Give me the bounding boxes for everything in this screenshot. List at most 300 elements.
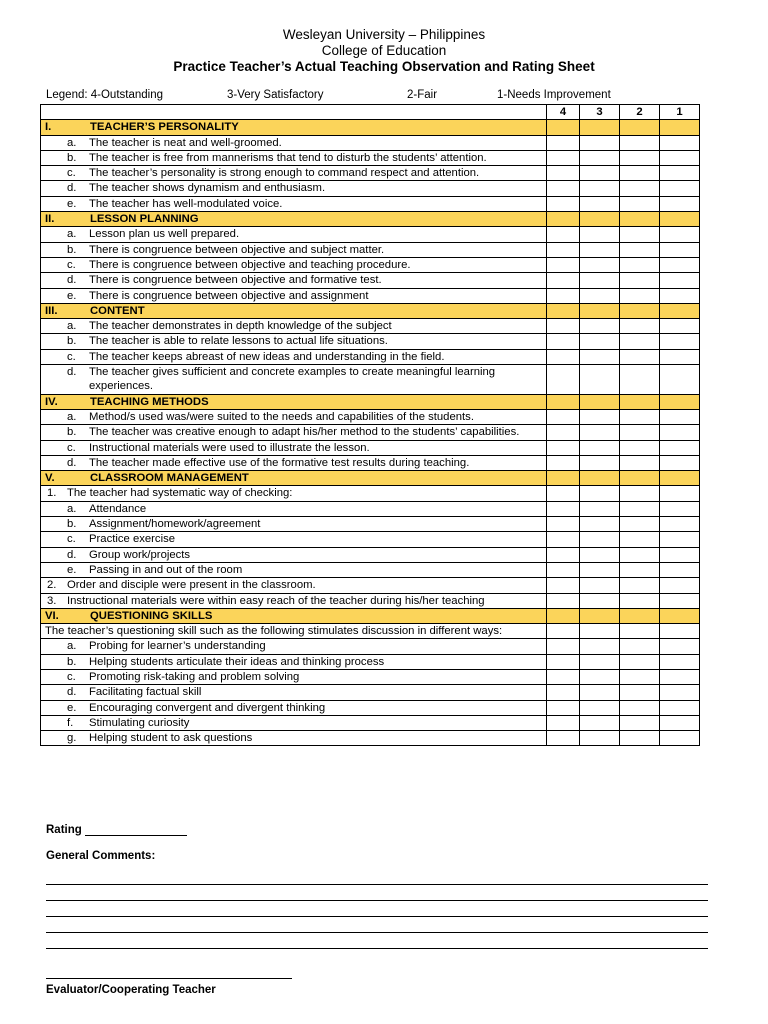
section-header-cell [620, 608, 660, 623]
rating-cell-4[interactable] [547, 700, 580, 715]
section-title-cell [41, 608, 547, 623]
criterion-row [41, 181, 700, 196]
section-title-cell [41, 471, 547, 486]
rating-cell-4[interactable] [547, 532, 580, 547]
criterion-letter: c. [67, 670, 76, 683]
rating-cell-4[interactable] [547, 639, 580, 654]
criterion-row [41, 731, 700, 746]
criterion-letter: d. [67, 274, 77, 287]
rating-cell-4[interactable] [547, 334, 580, 349]
rating-cell-4[interactable] [547, 273, 580, 288]
criterion-cell [41, 135, 547, 150]
criterion-row [41, 639, 700, 654]
section-header-cell [547, 471, 580, 486]
rating-cell-1[interactable] [660, 669, 700, 684]
rating-cell-4[interactable] [547, 135, 580, 150]
section-title: QUESTIONING SKILLS [90, 609, 213, 622]
rating-cell-4[interactable] [547, 731, 580, 746]
section-number: VI. [45, 609, 59, 622]
rating-cell-1[interactable] [660, 501, 700, 516]
rating-cell-1[interactable] [660, 257, 700, 272]
criterion-text: The teacher was creative enough to adapt his/her method to the students’ capabilities. [89, 426, 520, 439]
criterion-text: Group work/projects [89, 548, 191, 561]
rating-cell-2[interactable] [620, 547, 660, 562]
criterion-cell [41, 257, 547, 272]
section-header-cell [620, 120, 660, 135]
rating-cell-3[interactable] [580, 532, 620, 547]
rating-cell-1[interactable] [660, 288, 700, 303]
criterion-row [41, 349, 700, 364]
criterion-cell [41, 409, 547, 424]
rating-cell-1[interactable] [660, 547, 700, 562]
criterion-text: Lesson plan us well prepared. [89, 228, 240, 241]
comment-line[interactable] [46, 900, 708, 901]
criterion-cell [41, 227, 547, 242]
section-header-cell [547, 394, 580, 409]
criterion-text: Order and disciple were present in the classroom. [67, 579, 316, 592]
criterion-text: The teacher demonstrates in depth knowledge of the subject [89, 320, 392, 333]
criterion-letter: a. [67, 502, 77, 515]
rating-cell-4[interactable] [547, 715, 580, 730]
comment-line[interactable] [46, 916, 708, 917]
criterion-letter: f. [67, 716, 74, 729]
rating-cell-2[interactable] [620, 409, 660, 424]
criterion-cell [41, 196, 547, 211]
criterion-row [41, 532, 700, 547]
criterion-cell [41, 486, 547, 501]
criterion-letter: a. [67, 410, 77, 423]
rating-cell-2[interactable] [620, 273, 660, 288]
criterion-letter: a. [67, 136, 77, 149]
criterion-text: Promoting risk-taking and problem solving [89, 670, 300, 683]
criterion-row [41, 486, 700, 501]
rating-cell-2[interactable] [620, 532, 660, 547]
general-comments-label: General Comments: [46, 850, 156, 862]
rating-cell-2[interactable] [620, 440, 660, 455]
criterion-cell [41, 181, 547, 196]
criterion-cell [41, 288, 547, 303]
comment-line[interactable] [46, 884, 708, 885]
rating-cell-3[interactable] [580, 242, 620, 257]
rating-cell-2[interactable] [620, 319, 660, 334]
rating-cell-3[interactable] [580, 288, 620, 303]
legend-outstanding: Legend: 4-Outstanding [46, 89, 164, 101]
rating-cell-1[interactable] [660, 319, 700, 334]
criterion-text: Stimulating curiosity [89, 716, 190, 729]
rating-cell-3[interactable] [580, 150, 620, 165]
rating-cell-4[interactable] [547, 349, 580, 364]
criterion-row [41, 334, 700, 349]
criterion-row [41, 319, 700, 334]
rating-cell-2[interactable] [620, 700, 660, 715]
rating-cell-4[interactable] [547, 685, 580, 700]
criterion-text: The teacher had systematic way of checking: [67, 487, 293, 500]
criterion-cell [41, 319, 547, 334]
criterion-text: The teacher shows dynamism and enthusiasm. [89, 182, 326, 195]
rating-cell-3[interactable] [580, 731, 620, 746]
section-title-cell [41, 394, 547, 409]
rating-cell-1[interactable] [660, 654, 700, 669]
criterion-letter: b. [67, 151, 77, 164]
criterion-cell [41, 669, 547, 684]
document-header [0, 27, 768, 75]
section-number: II. [45, 213, 55, 226]
section-header-cell [547, 608, 580, 623]
criterion-row [41, 669, 700, 684]
criterion-letter: e. [67, 197, 77, 210]
rating-cell-4[interactable] [547, 624, 580, 639]
rating-cell-2[interactable] [620, 669, 660, 684]
rating-cell-4[interactable] [547, 257, 580, 272]
section-title: CONTENT [90, 304, 145, 317]
rating-cell-2[interactable] [620, 593, 660, 608]
criterion-letter: b. [67, 518, 77, 531]
criterion-text: Instructional materials were within easy reach of the teacher during his/her teaching [67, 594, 485, 607]
rating-cell-4[interactable] [547, 593, 580, 608]
criterion-row [41, 409, 700, 424]
rating-cell-1[interactable] [660, 166, 700, 181]
rating-cell-4[interactable] [547, 547, 580, 562]
rating-cell-2[interactable] [620, 578, 660, 593]
rating-cell-3[interactable] [580, 593, 620, 608]
rating-cell-2[interactable] [620, 365, 660, 395]
rating-cell-1[interactable] [660, 624, 700, 639]
criterion-letter: d. [67, 686, 77, 699]
rating-cell-2[interactable] [620, 288, 660, 303]
section-header-row [41, 471, 700, 486]
rating-cell-3[interactable] [580, 227, 620, 242]
section-header-row [41, 303, 700, 318]
signature-line[interactable] [46, 978, 292, 979]
section-number: I. [45, 121, 52, 134]
section-title-cell [41, 212, 547, 227]
criterion-cell [41, 365, 547, 395]
rating-cell-3[interactable] [580, 455, 620, 470]
rating-cell-4[interactable] [547, 425, 580, 440]
rating-cell-3[interactable] [580, 624, 620, 639]
rating-cell-3[interactable] [580, 409, 620, 424]
criterion-letter: d. [67, 182, 77, 195]
rating-cell-4[interactable] [547, 181, 580, 196]
rating-cell-3[interactable] [580, 517, 620, 532]
rating-field[interactable] [46, 824, 187, 836]
criterion-letter: c. [67, 350, 76, 363]
section-header-row [41, 608, 700, 623]
criterion-row [41, 288, 700, 303]
section-header-cell [660, 120, 700, 135]
criterion-cell [41, 547, 547, 562]
rating-cell-2[interactable] [620, 685, 660, 700]
rating-cell-1[interactable] [660, 227, 700, 242]
rating-cell-4[interactable] [547, 562, 580, 577]
rating-cell-3[interactable] [580, 273, 620, 288]
section-header-cell [547, 120, 580, 135]
criterion-text: There is congruence between objective and teaching procedure. [89, 258, 411, 271]
rating-cell-1[interactable] [660, 578, 700, 593]
column-header-3: 3 [580, 105, 620, 120]
criterion-text: Facilitating factual skill [89, 686, 202, 699]
criterion-row [41, 425, 700, 440]
rating-cell-2[interactable] [620, 135, 660, 150]
criterion-row [41, 547, 700, 562]
criterion-text: There is congruence between objective and formative test. [89, 274, 382, 287]
section-header-cell [547, 303, 580, 318]
criterion-letter: b. [67, 426, 77, 439]
section-title-cell [41, 120, 547, 135]
rating-cell-1[interactable] [660, 639, 700, 654]
rating-cell-1[interactable] [660, 700, 700, 715]
rating-cell-3[interactable] [580, 135, 620, 150]
rating-cell-2[interactable] [620, 501, 660, 516]
rating-cell-1[interactable] [660, 440, 700, 455]
rating-cell-3[interactable] [580, 349, 620, 364]
rating-cell-4[interactable] [547, 288, 580, 303]
rating-cell-1[interactable] [660, 196, 700, 211]
criterion-letter: c. [67, 167, 76, 180]
rating-cell-3[interactable] [580, 700, 620, 715]
rating-cell-1[interactable] [660, 715, 700, 730]
rating-cell-3[interactable] [580, 196, 620, 211]
college-name: College of Education [321, 43, 447, 58]
rating-cell-2[interactable] [620, 227, 660, 242]
rating-cell-3[interactable] [580, 578, 620, 593]
criterion-letter: d. [67, 366, 77, 379]
criterion-text: Instructional materials were used to illustrate the lesson. [89, 441, 370, 454]
criterion-letter: e. [67, 563, 77, 576]
rating-cell-2[interactable] [620, 349, 660, 364]
section-header-cell [580, 120, 620, 135]
rating-cell-3[interactable] [580, 334, 620, 349]
criterion-text: The teacher is able to relate lessons to actual life situations. [89, 335, 388, 348]
rating-table [40, 104, 700, 746]
rating-cell-3[interactable] [580, 319, 620, 334]
rating-cell-1[interactable] [660, 517, 700, 532]
criterion-text: Helping students articulate their ideas and thinking process [89, 655, 385, 668]
criterion-row [41, 562, 700, 577]
rating-cell-3[interactable] [580, 425, 620, 440]
criterion-text: Passing in and out of the room [89, 563, 243, 576]
rating-cell-2[interactable] [620, 715, 660, 730]
rating-cell-3[interactable] [580, 685, 620, 700]
comment-line[interactable] [46, 932, 708, 933]
rating-column-header-row [41, 105, 700, 120]
rating-legend [46, 89, 706, 104]
section-header-cell [660, 212, 700, 227]
rating-cell-2[interactable] [620, 150, 660, 165]
rating-blank-line[interactable] [85, 825, 187, 836]
rating-cell-2[interactable] [620, 181, 660, 196]
criterion-row [41, 685, 700, 700]
criterion-text: Method/s used was/were suited to the needs and capabilities of the students. [89, 410, 474, 423]
section-header-cell [580, 303, 620, 318]
section-header-cell [580, 608, 620, 623]
criterion-intro-row [41, 624, 700, 639]
rating-cell-3[interactable] [580, 440, 620, 455]
criterion-row [41, 196, 700, 211]
rating-cell-4[interactable] [547, 319, 580, 334]
criterion-cell [41, 593, 547, 608]
criterion-letter: a. [67, 640, 77, 653]
rating-cell-1[interactable] [660, 273, 700, 288]
criterion-text: The teacher has well-modulated voice. [89, 197, 283, 210]
rating-cell-4[interactable] [547, 365, 580, 395]
criterion-cell [41, 150, 547, 165]
criterion-letter: a. [67, 320, 77, 333]
rating-cell-2[interactable] [620, 257, 660, 272]
rating-cell-3[interactable] [580, 654, 620, 669]
rating-cell-1[interactable] [660, 365, 700, 395]
rating-cell-3[interactable] [580, 181, 620, 196]
rating-cell-4[interactable] [547, 486, 580, 501]
rating-cell-4[interactable] [547, 150, 580, 165]
rating-cell-3[interactable] [580, 715, 620, 730]
rating-cell-3[interactable] [580, 166, 620, 181]
rating-cell-4[interactable] [547, 517, 580, 532]
document-title: Practice Teacher’s Actual Teaching Observation and Rating Sheet [173, 59, 595, 74]
criterion-number: 2. [47, 579, 57, 592]
criterion-row [41, 227, 700, 242]
criterion-row [41, 242, 700, 257]
rating-cell-2[interactable] [620, 334, 660, 349]
rating-cell-1[interactable] [660, 409, 700, 424]
evaluator-label: Evaluator/Cooperating Teacher [46, 984, 216, 996]
rating-cell-4[interactable] [547, 578, 580, 593]
criterion-cell [41, 517, 547, 532]
rating-cell-3[interactable] [580, 547, 620, 562]
rating-cell-1[interactable] [660, 349, 700, 364]
rating-cell-1[interactable] [660, 425, 700, 440]
rating-cell-3[interactable] [580, 639, 620, 654]
criterion-text: There is congruence between objective and subject matter. [89, 243, 385, 256]
rating-cell-1[interactable] [660, 181, 700, 196]
rating-cell-3[interactable] [580, 669, 620, 684]
section-header-cell [660, 394, 700, 409]
criterion-row [41, 135, 700, 150]
rating-cell-4[interactable] [547, 242, 580, 257]
rating-cell-1[interactable] [660, 685, 700, 700]
criterion-letter: a. [67, 228, 77, 241]
criterion-cell [41, 425, 547, 440]
criterion-letter: e. [67, 289, 77, 302]
criterion-text: Assignment/homework/agreement [89, 518, 261, 531]
criterion-row [41, 715, 700, 730]
criterion-text: The teacher made effective use of the formative test results during teaching. [89, 456, 470, 469]
rating-cell-1[interactable] [660, 242, 700, 257]
rating-cell-4[interactable] [547, 166, 580, 181]
criterion-text: The teacher keeps abreast of new ideas and understanding in the field. [89, 350, 445, 363]
criterion-cell [41, 578, 547, 593]
criterion-row [41, 654, 700, 669]
criterion-cell [41, 242, 547, 257]
rating-cell-2[interactable] [620, 624, 660, 639]
rating-cell-2[interactable] [620, 486, 660, 501]
rating-cell-1[interactable] [660, 334, 700, 349]
criterion-cell [41, 440, 547, 455]
criterion-text: Attendance [89, 502, 147, 515]
criterion-letter: d. [67, 456, 77, 469]
rating-cell-3[interactable] [580, 365, 620, 395]
rating-cell-3[interactable] [580, 486, 620, 501]
rating-cell-1[interactable] [660, 135, 700, 150]
rating-cell-4[interactable] [547, 196, 580, 211]
section-title-cell [41, 303, 547, 318]
rating-cell-1[interactable] [660, 532, 700, 547]
rating-cell-2[interactable] [620, 166, 660, 181]
legend-fair: 2-Fair [407, 89, 438, 101]
rating-cell-2[interactable] [620, 731, 660, 746]
rating-cell-4[interactable] [547, 409, 580, 424]
rating-cell-3[interactable] [580, 562, 620, 577]
rating-cell-4[interactable] [547, 440, 580, 455]
criterion-text: The teacher is neat and well-groomed. [89, 136, 282, 149]
rating-cell-1[interactable] [660, 455, 700, 470]
rating-cell-2[interactable] [620, 654, 660, 669]
criterion-row [41, 517, 700, 532]
criterion-cell [41, 654, 547, 669]
column-header-1: 1 [660, 105, 700, 120]
rating-cell-4[interactable] [547, 669, 580, 684]
section-header-row [41, 394, 700, 409]
criterion-letter: d. [67, 548, 77, 561]
university-name: Wesleyan University – Philippines [282, 27, 486, 42]
rating-cell-1[interactable] [660, 731, 700, 746]
rating-cell-3[interactable] [580, 257, 620, 272]
criterion-intro-text: The teacher’s questioning skill such as the following stimulates discussion in different ways: [45, 625, 503, 638]
rating-cell-1[interactable] [660, 150, 700, 165]
criterion-letter: b. [67, 335, 77, 348]
section-number: IV. [45, 395, 58, 408]
criterion-cell [41, 273, 547, 288]
criterion-row [41, 440, 700, 455]
criterion-row [41, 365, 700, 395]
rating-cell-4[interactable] [547, 455, 580, 470]
rating-cell-2[interactable] [620, 639, 660, 654]
legend-very-satisfactory: 3-Very Satisfactory [227, 89, 324, 101]
rating-cell-2[interactable] [620, 196, 660, 211]
section-title: LESSON PLANNING [90, 213, 199, 226]
rating-cell-2[interactable] [620, 562, 660, 577]
rating-cell-2[interactable] [620, 517, 660, 532]
criterion-cell [41, 166, 547, 181]
criterion-text: The teacher gives sufficient and concrete examples to create meaningful learning experiences. [89, 366, 496, 393]
criterion-cell [41, 455, 547, 470]
section-header-row [41, 120, 700, 135]
rating-cell-2[interactable] [620, 242, 660, 257]
rating-cell-2[interactable] [620, 425, 660, 440]
rating-cell-4[interactable] [547, 227, 580, 242]
comment-line[interactable] [46, 948, 708, 949]
rating-cell-1[interactable] [660, 486, 700, 501]
rating-cell-4[interactable] [547, 501, 580, 516]
criteria-header-cell [41, 105, 547, 120]
rating-cell-4[interactable] [547, 654, 580, 669]
column-header-2: 2 [620, 105, 660, 120]
criterion-row [41, 166, 700, 181]
criterion-row [41, 578, 700, 593]
criterion-cell [41, 501, 547, 516]
section-header-row [41, 212, 700, 227]
criterion-letter: e. [67, 701, 77, 714]
rating-cell-2[interactable] [620, 455, 660, 470]
criterion-cell [41, 532, 547, 547]
criterion-cell [41, 685, 547, 700]
section-header-cell [660, 303, 700, 318]
criterion-intro-cell [41, 624, 547, 639]
rating-cell-1[interactable] [660, 593, 700, 608]
rating-cell-3[interactable] [580, 501, 620, 516]
criterion-cell [41, 562, 547, 577]
rating-cell-1[interactable] [660, 562, 700, 577]
